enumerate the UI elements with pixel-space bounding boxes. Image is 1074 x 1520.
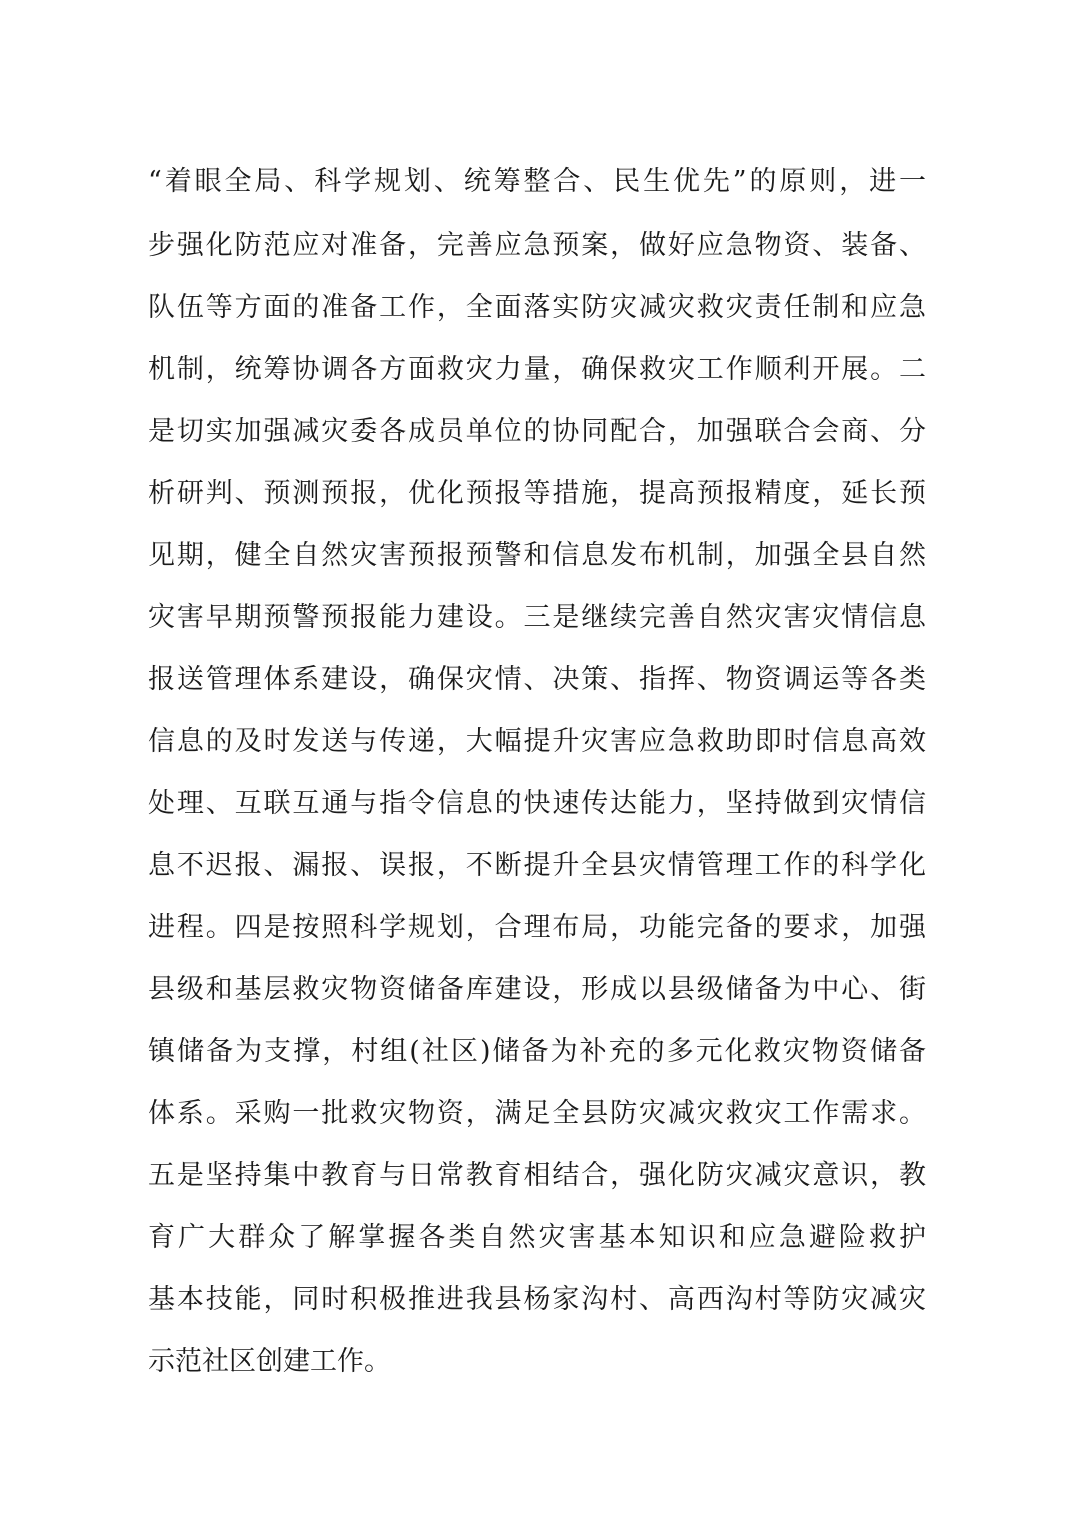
paragraph-line: 队伍等方面的准备工作，全面落实防灾减灾救灾责任制和应急: [148, 292, 926, 323]
paragraph-line: 五是坚持集中教育与日常教育相结合，强化防灾减灾意识，教: [148, 1160, 926, 1191]
paragraph-line: 进程。四是按照科学规划，合理布局，功能完备的要求，加强: [148, 912, 926, 943]
paragraph-line: 息不迟报、漏报、误报，不断提升全县灾情管理工作的科学化: [148, 850, 926, 881]
paragraph-line: 育广大群众了解掌握各类自然灾害基本知识和应急避险救护: [148, 1222, 926, 1253]
paragraph-line: 灾害早期预警预报能力建设。三是继续完善自然灾害灾情信息: [148, 602, 926, 633]
paragraph-line: 镇储备为支撑，村组(社区)储备为补充的多元化救灾物资储备: [148, 1036, 926, 1067]
paragraph-line: 析研判、预测预报，优化预报等措施，提高预报精度，延长预: [148, 478, 926, 509]
paragraph-line: 基本技能，同时积极推进我县杨家沟村、高西沟村等防灾减灾: [148, 1284, 926, 1315]
paragraph-line: 体系。采购一批救灾物资，满足全县防灾减灾救灾工作需求。: [148, 1098, 926, 1129]
paragraph-line: 信息的及时发送与传递，大幅提升灾害应急救助即时信息高效: [148, 726, 926, 757]
paragraph-line: 是切实加强减灾委各成员单位的协同配合，加强联合会商、分: [148, 416, 926, 447]
paragraph-line: 处理、互联互通与指令信息的快速传达能力，坚持做到灾情信: [148, 788, 926, 819]
paragraph-line: 见期，健全自然灾害预报预警和信息发布机制，加强全县自然: [148, 540, 926, 571]
paragraph-line: 县级和基层救灾物资储备库建设，形成以县级储备为中心、街: [148, 974, 926, 1005]
paragraph-line: 机制，统筹协调各方面救灾力量，确保救灾工作顺利开展。二: [148, 354, 926, 385]
paragraph-line: 报送管理体系建设，确保灾情、决策、指挥、物资调运等各类: [148, 664, 926, 695]
paragraph-line: 示范社区创建工作。: [148, 1346, 391, 1377]
paragraph-line: 步强化防范应对准备，完善应急预案，做好应急物资、装备、: [148, 230, 926, 261]
paragraph-line: “着眼全局、科学规划、统筹整合、民生优先”的原则，进一: [148, 166, 926, 197]
